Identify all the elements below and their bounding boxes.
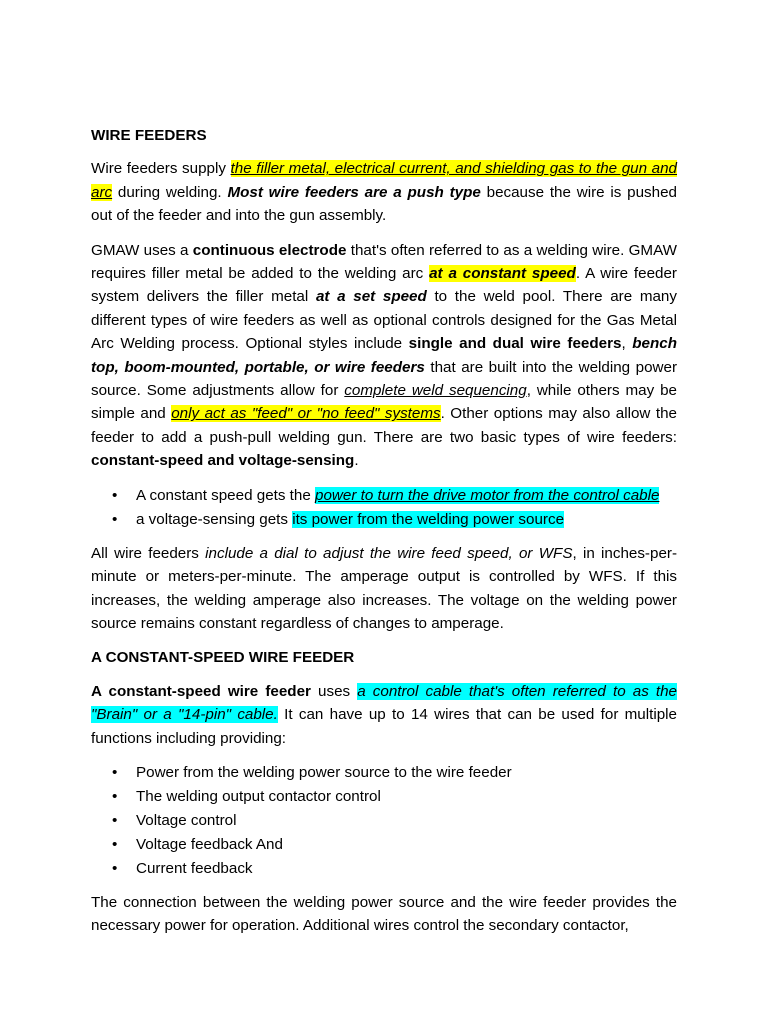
list-item: • Current feedback xyxy=(136,857,677,881)
text-run: to the weld pool. There are many different types of wire feeders as well as optional controls designed for the Gas Metal Arc Welding process. Optional styles include xyxy=(91,288,677,353)
list-item: • Voltage control xyxy=(136,809,677,833)
bold-text: single and dual wire feeders xyxy=(408,335,622,353)
italic-text: include a dial to adjust the wire feed speed, or WFS xyxy=(205,544,573,562)
highlighted-text: power to turn the drive motor from the control cable xyxy=(315,486,660,504)
text-run: uses xyxy=(310,682,358,700)
bold-text: A constant-speed wire feeder xyxy=(91,682,311,700)
text-run: . A wire feeder system delivers the filler metal xyxy=(91,265,677,306)
text-run: that are built into the welding power source. Some adjustments allow for xyxy=(91,358,677,400)
section-heading-wire-feeders: WIRE FEEDERS xyxy=(91,127,207,144)
list-item: • Power from the welding power source to the wire feeder xyxy=(136,761,677,785)
highlighted-text: its power from the welding power source xyxy=(292,510,565,528)
highlighted-text: only act as "feed" or "no feed" systems xyxy=(171,405,441,423)
text-run: that's often referred to as a welding wire. GMAW requires filler metal be added to the welding arc xyxy=(91,241,677,283)
text-run: GMAW uses a xyxy=(91,241,193,259)
wire-feeder-types-list xyxy=(91,484,677,532)
text-run: , xyxy=(621,335,633,353)
bold-text: continuous electrode xyxy=(192,241,347,259)
list-item xyxy=(136,484,677,508)
text-run: All wire feeders xyxy=(91,544,206,562)
list-item: • Voltage feedback And xyxy=(136,833,677,857)
highlighted-text: at a constant speed xyxy=(429,265,576,283)
text-run: during welding. xyxy=(112,183,228,201)
text-run: , while others may be simple and xyxy=(91,382,677,423)
list-item xyxy=(136,508,677,532)
text-run: It can have up to 14 wires that can be used for multiple functions including providing: xyxy=(91,706,677,747)
underlined-text: complete weld sequencing xyxy=(344,382,527,400)
paragraph-wfs xyxy=(91,542,677,636)
highlighted-text: a control cable that's often referred to as the "Brain" or a "14-pin" cable. xyxy=(91,682,677,724)
emphasis-text: bench top, boom-mounted, portable, or wire feeders xyxy=(91,335,677,376)
bold-text: constant-speed and voltage-sensing xyxy=(91,452,355,470)
paragraph-wire-feeders-intro xyxy=(91,157,677,227)
emphasis-text: at a set speed xyxy=(315,288,427,306)
cable-functions-list xyxy=(91,761,677,881)
text-run: . Other options may also allow the feeder to add a push-pull welding gun. There are two basic types of wire feeders: xyxy=(91,405,677,446)
section-heading-constant-speed: A CONSTANT-SPEED WIRE FEEDER xyxy=(91,649,355,667)
paragraph-connection: The connection between the welding power source and the wire feeder provides the necessary power for operation. Additional wires control the secondary contactor, xyxy=(91,893,677,935)
text-run: because the wire is pushed out of the feeder and into the gun assembly. xyxy=(91,183,677,225)
text-run: . xyxy=(354,452,359,470)
paragraph-constant-speed xyxy=(91,680,677,750)
text-run: Wire feeders supply xyxy=(91,160,231,178)
text-run: a voltage-sensing gets xyxy=(136,510,293,528)
text-run: A constant speed gets the xyxy=(136,486,316,504)
emphasis-text: Most wire feeders are a push type xyxy=(227,183,481,201)
paragraph-gmaw xyxy=(91,239,677,473)
highlighted-text: the filler metal, electrical current, and shielding gas to the gun and arc xyxy=(91,160,677,201)
list-item: • The welding output contactor control xyxy=(136,785,677,809)
text-run: , in inches-per-minute or meters-per-minute. The amperage output is controlled by WFS. If this increases, the welding amperage also increases. The voltage on the welding power source remains constant regardless of changes to amperage. xyxy=(91,544,677,632)
